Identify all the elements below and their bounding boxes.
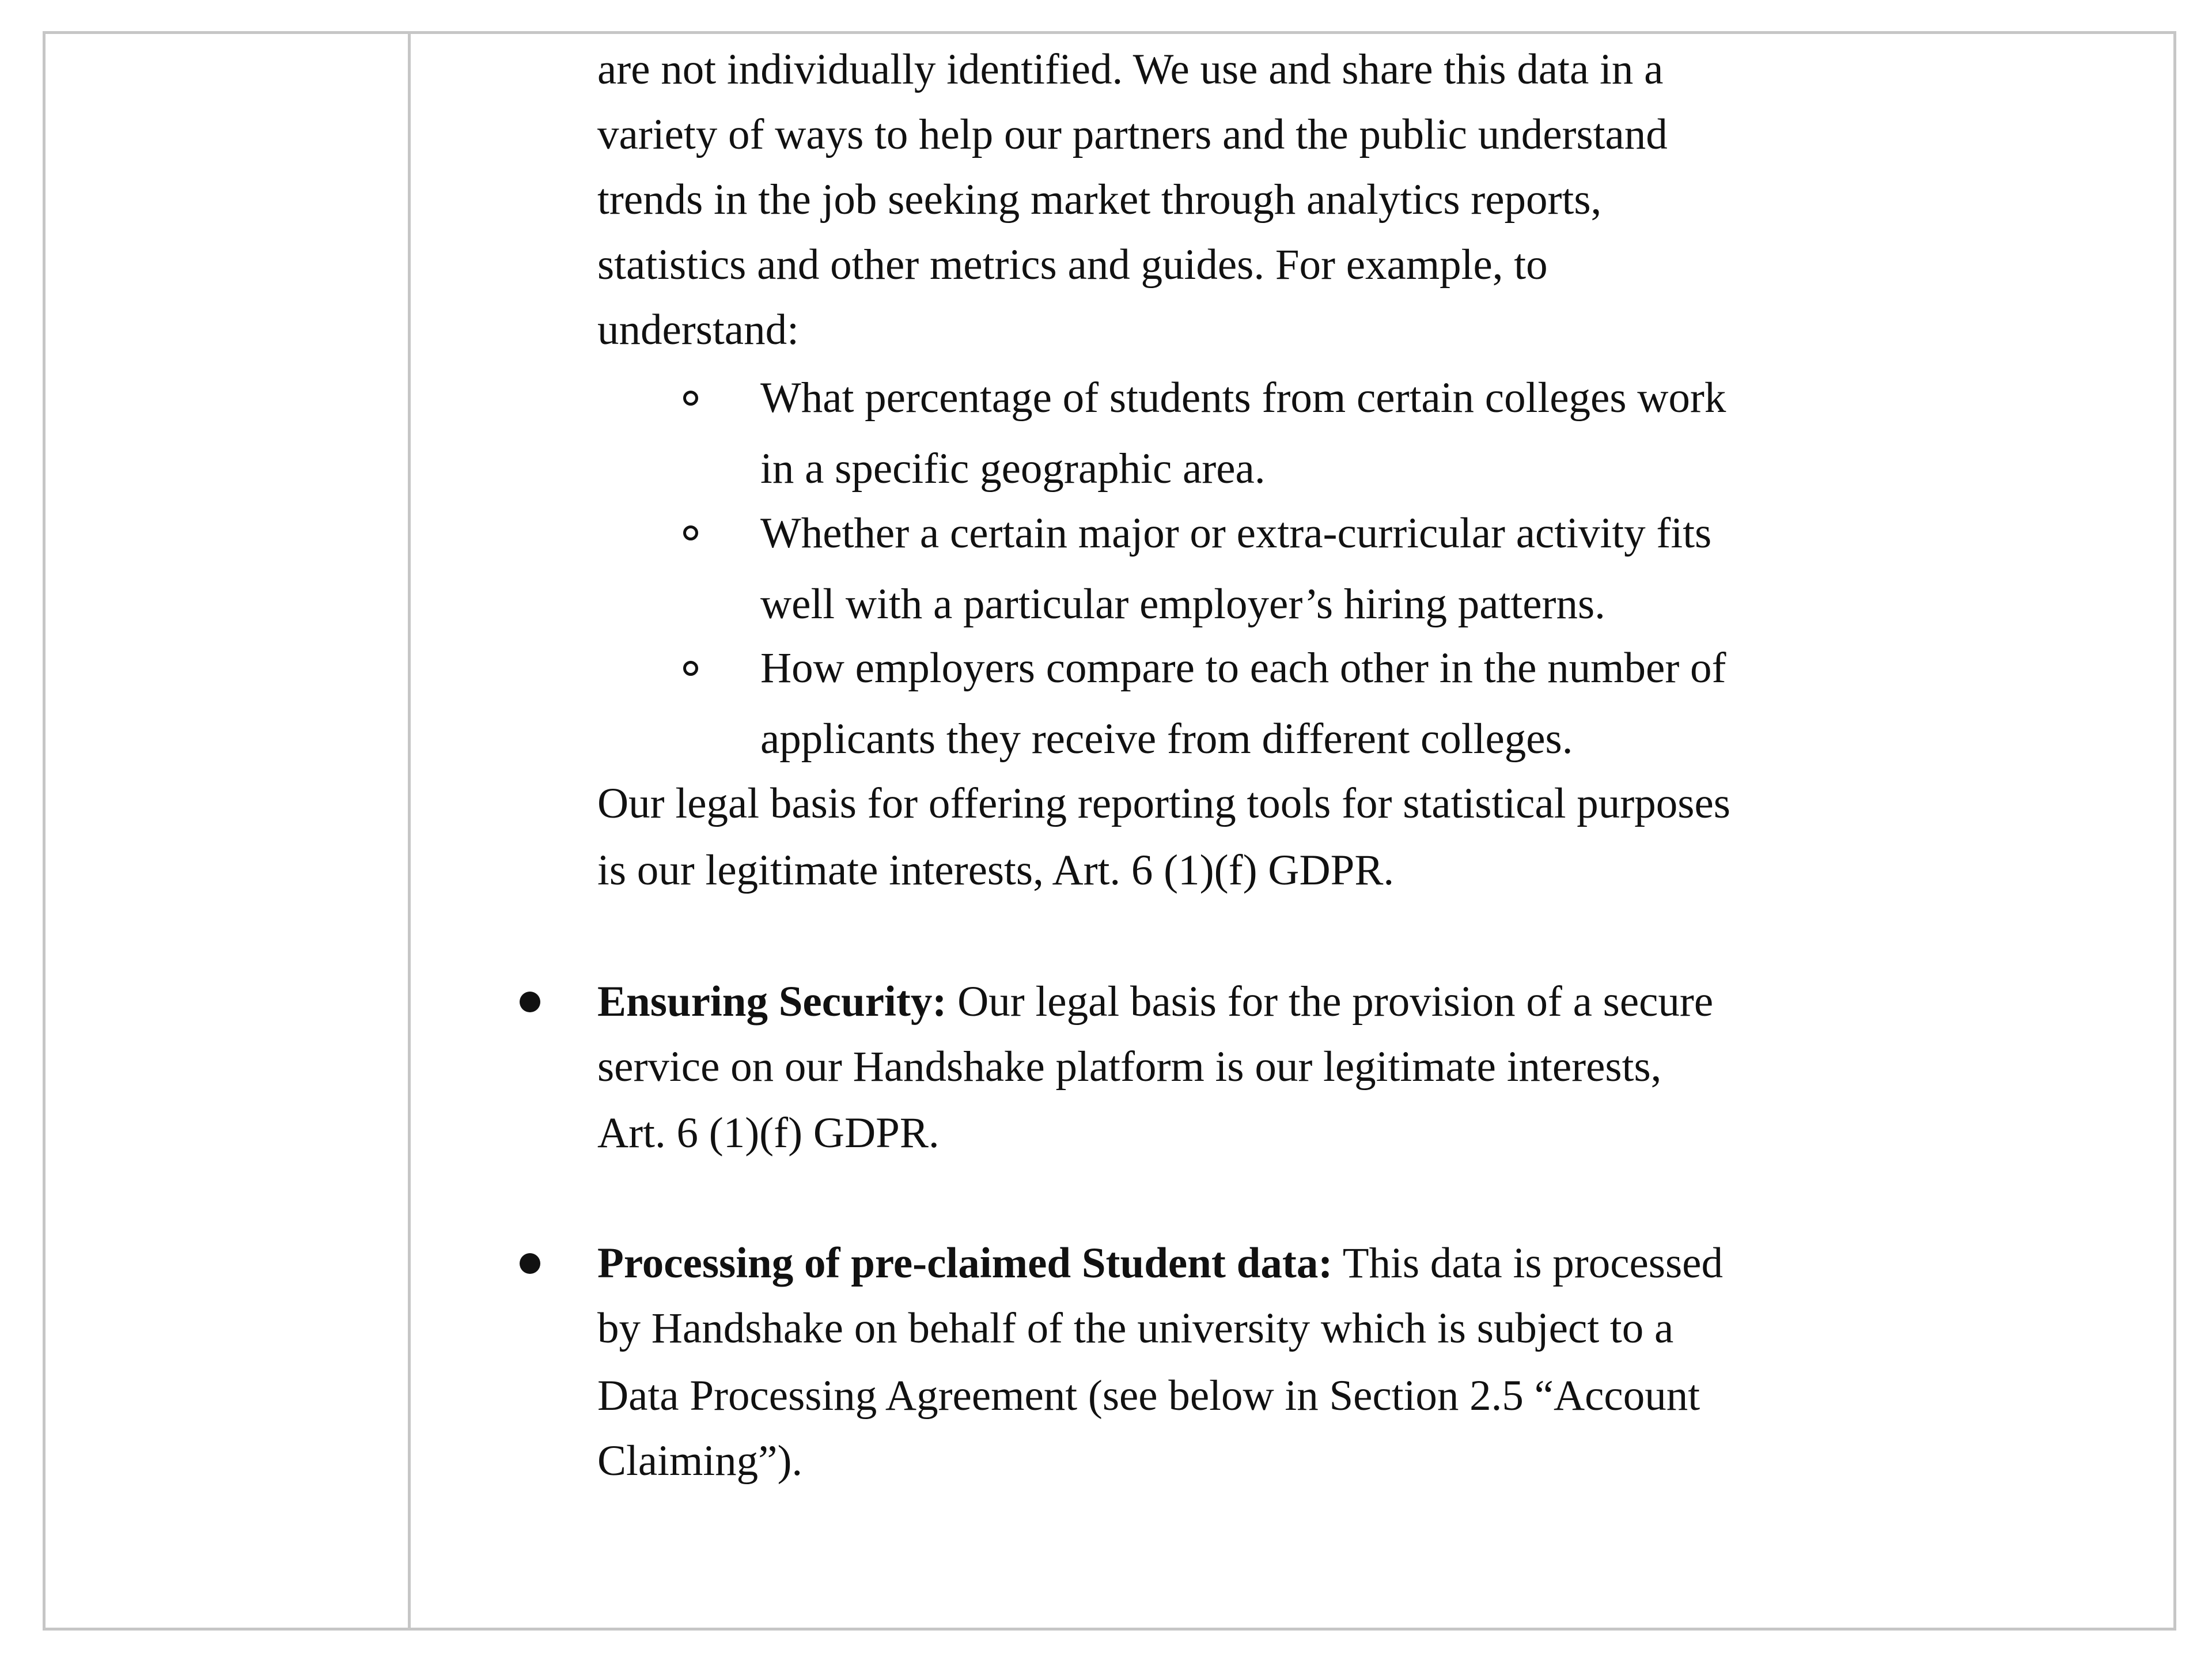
intro-line: understand: <box>597 306 799 354</box>
bullet-line: Claiming”). <box>597 1437 803 1485</box>
bullet-title: Ensuring Security: <box>597 978 947 1026</box>
intro-line: variety of ways to help our partners and the public understand <box>597 111 1668 158</box>
legal-basis-line: is our legitimate interests, Art. 6 (1)(f) GDPR. <box>597 846 1395 894</box>
column-divider <box>408 34 411 1628</box>
bullet-title: Processing of pre-claimed Student data: <box>597 1239 1333 1287</box>
bullet-icon <box>520 1253 540 1274</box>
bullet-first-line <box>597 969 1713 1034</box>
hollow-bullet-icon <box>683 525 698 540</box>
bullet-line: Art. 6 (1)(f) GDPR. <box>597 1109 940 1157</box>
legal-basis-line: Our legal basis for offering reporting tools for statistical purposes <box>597 780 1730 827</box>
bullet-icon <box>520 992 540 1012</box>
bullet-line: by Handshake on behalf of the university which is subject to a <box>597 1304 1674 1352</box>
example-line: applicants they receive from different colleges. <box>760 715 1573 763</box>
example-line: well with a particular employer’s hiring patterns. <box>760 580 1605 628</box>
example-line: How employers compare to each other in the number of <box>760 644 1726 692</box>
bullet-first-line <box>597 1231 1723 1296</box>
example-line: in a specific geographic area. <box>760 445 1266 493</box>
bullet-text: Our legal basis for the provision of a secure <box>946 978 1714 1026</box>
bullet-line: Data Processing Agreement (see below in Section 2.5 “Account <box>597 1372 1700 1420</box>
hollow-bullet-icon <box>683 661 698 676</box>
intro-line: trends in the job seeking market through analytics reports, <box>597 176 1602 224</box>
intro-line: statistics and other metrics and guides. For example, to <box>597 241 1548 289</box>
bullet-text: This data is processed <box>1332 1239 1723 1287</box>
bullet-line: service on our Handshake platform is our legitimate interests, <box>597 1043 1662 1091</box>
intro-line: are not individually identified. We use and share this data in a <box>597 46 1664 93</box>
example-line: What percentage of students from certain colleges work <box>760 374 1726 422</box>
example-line: Whether a certain major or extra-curricular activity fits <box>760 509 1712 557</box>
hollow-bullet-icon <box>683 391 698 406</box>
